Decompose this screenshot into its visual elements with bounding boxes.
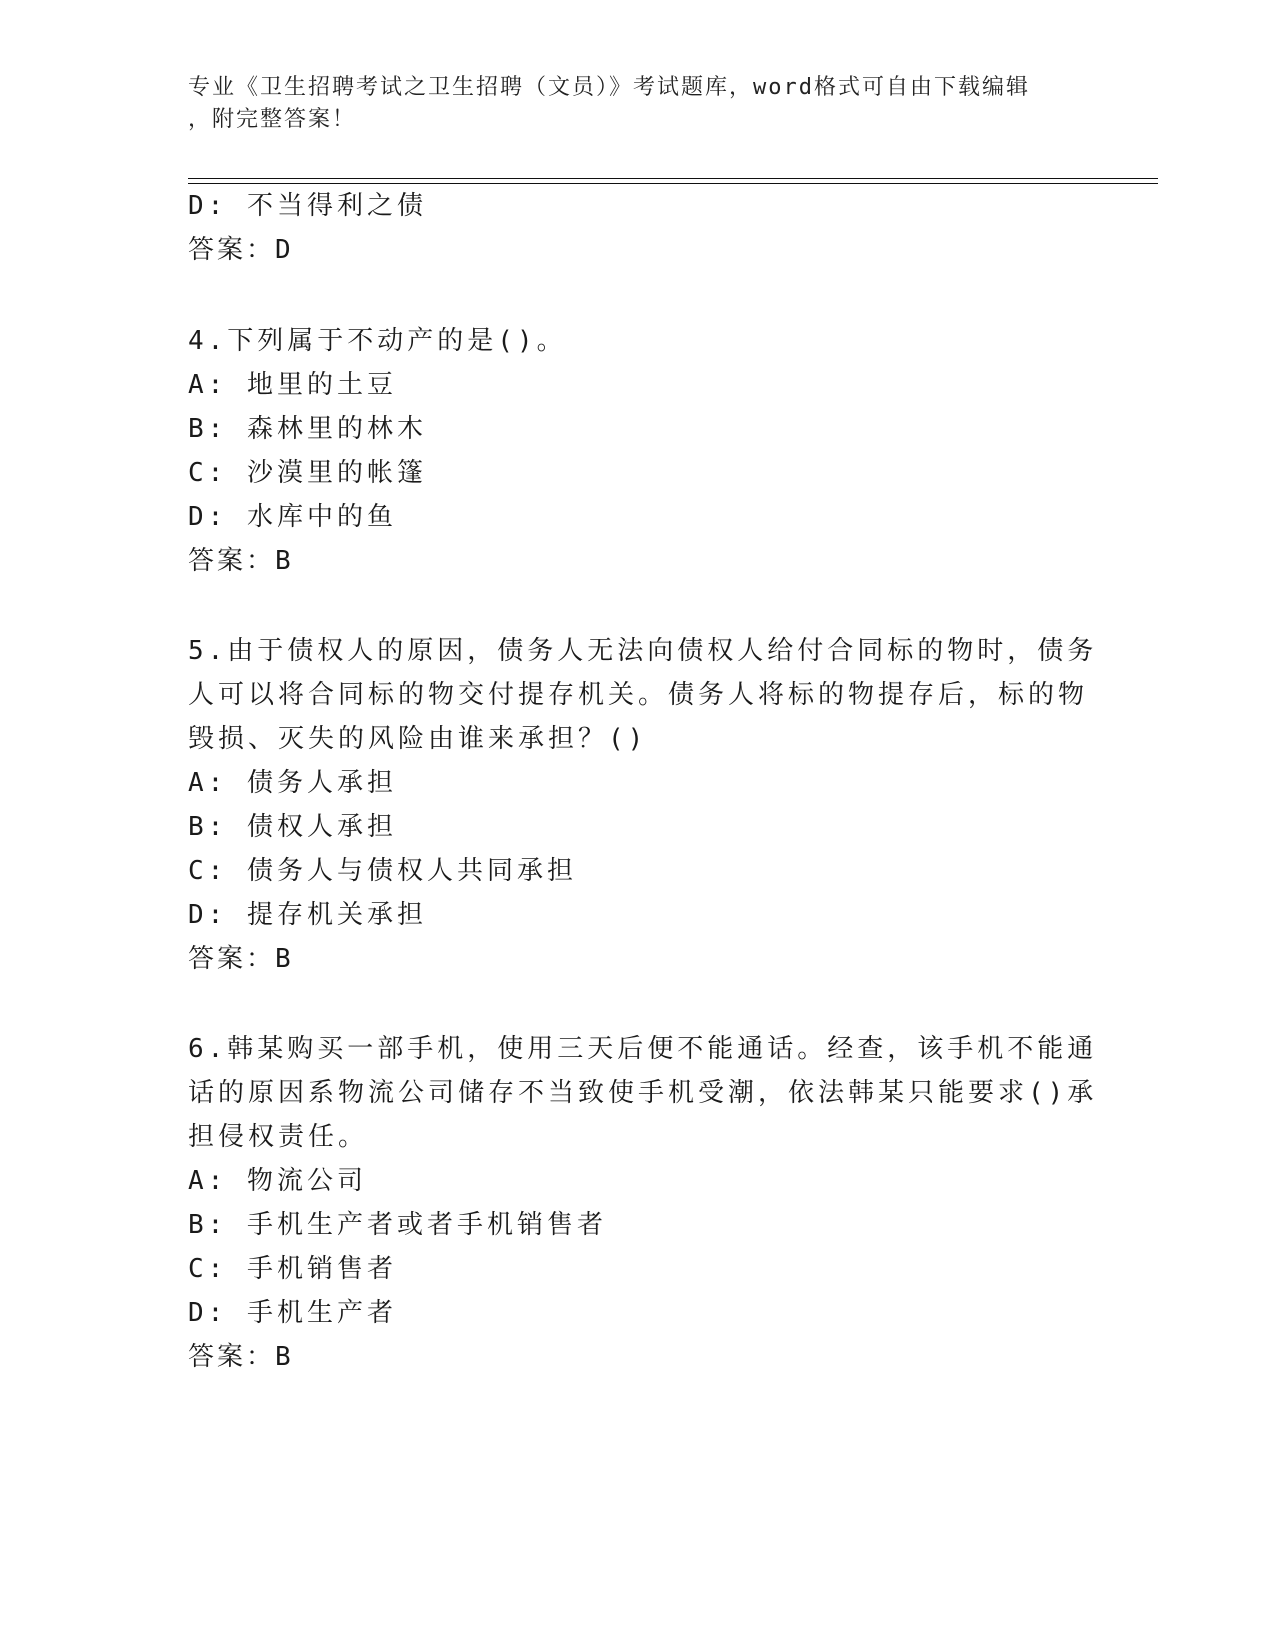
- question-6-option-a: A: 物流公司: [188, 1166, 367, 1196]
- question-4-option-c: C: 沙漠里的帐篷: [188, 458, 427, 488]
- prev-option-d: D: 不当得利之债: [188, 191, 427, 221]
- answer-label: 答案：: [188, 235, 276, 265]
- question-4-option-a: A: 地里的土豆: [188, 370, 397, 400]
- question-6-stem-line-2: 话的原因系物流公司储存不当致使手机受潮，依法韩某只能要求()承: [188, 1078, 1098, 1108]
- header-line-1: 专业《卫生招聘考试之卫生招聘（文员）》考试题库，word格式可自由下载编辑: [188, 75, 1030, 100]
- question-4-option-b: B: 森林里的林木: [188, 414, 427, 444]
- question-5-answer: [188, 936, 294, 982]
- question-6-answer: [188, 1334, 294, 1380]
- header-line-2: ，附完整答案！: [188, 107, 357, 132]
- question-6-option-d: D: 手机生产者: [188, 1298, 397, 1328]
- question-6-option-b: B: 手机生产者或者手机销售者: [188, 1210, 607, 1240]
- question-5-option-a: A: 债务人承担: [188, 768, 397, 798]
- question-6-stem-line-3: 担侵权责任。: [188, 1122, 369, 1152]
- answer-value: D: [275, 235, 294, 265]
- question-6-option-c: C: 手机销售者: [188, 1254, 397, 1284]
- question-5-stem-line-3: 毁损、灭失的风险由谁来承担？(): [188, 724, 648, 754]
- answer-label: 答案：: [188, 546, 276, 576]
- question-5-option-b: B: 债权人承担: [188, 812, 397, 842]
- question-4-answer: [188, 538, 294, 584]
- answer-label: 答案：: [188, 1342, 276, 1372]
- question-4-option-d: D: 水库中的鱼: [188, 502, 397, 532]
- answer-label: 答案：: [188, 944, 276, 974]
- answer-value: B: [275, 944, 294, 974]
- question-5-option-d: D: 提存机关承担: [188, 900, 427, 930]
- question-4-stem: 4.下列属于不动产的是()。: [188, 326, 567, 356]
- question-5-option-c: C: 债务人与债权人共同承担: [188, 856, 577, 886]
- question-5-stem-line-2: 人可以将合同标的物交付提存机关。债务人将标的物提存后，标的物: [188, 680, 1089, 710]
- prev-answer: [188, 227, 294, 273]
- answer-value: B: [275, 1342, 294, 1372]
- answer-value: B: [275, 546, 294, 576]
- header-divider-top: [188, 178, 1158, 179]
- question-6-stem-line-1: 6.韩某购买一部手机，使用三天后便不能通话。经查，该手机不能通: [188, 1034, 1098, 1064]
- document-header: [188, 72, 1068, 136]
- question-5-stem-line-1: 5.由于债权人的原因，债务人无法向债权人给付合同标的物时，债务: [188, 636, 1098, 666]
